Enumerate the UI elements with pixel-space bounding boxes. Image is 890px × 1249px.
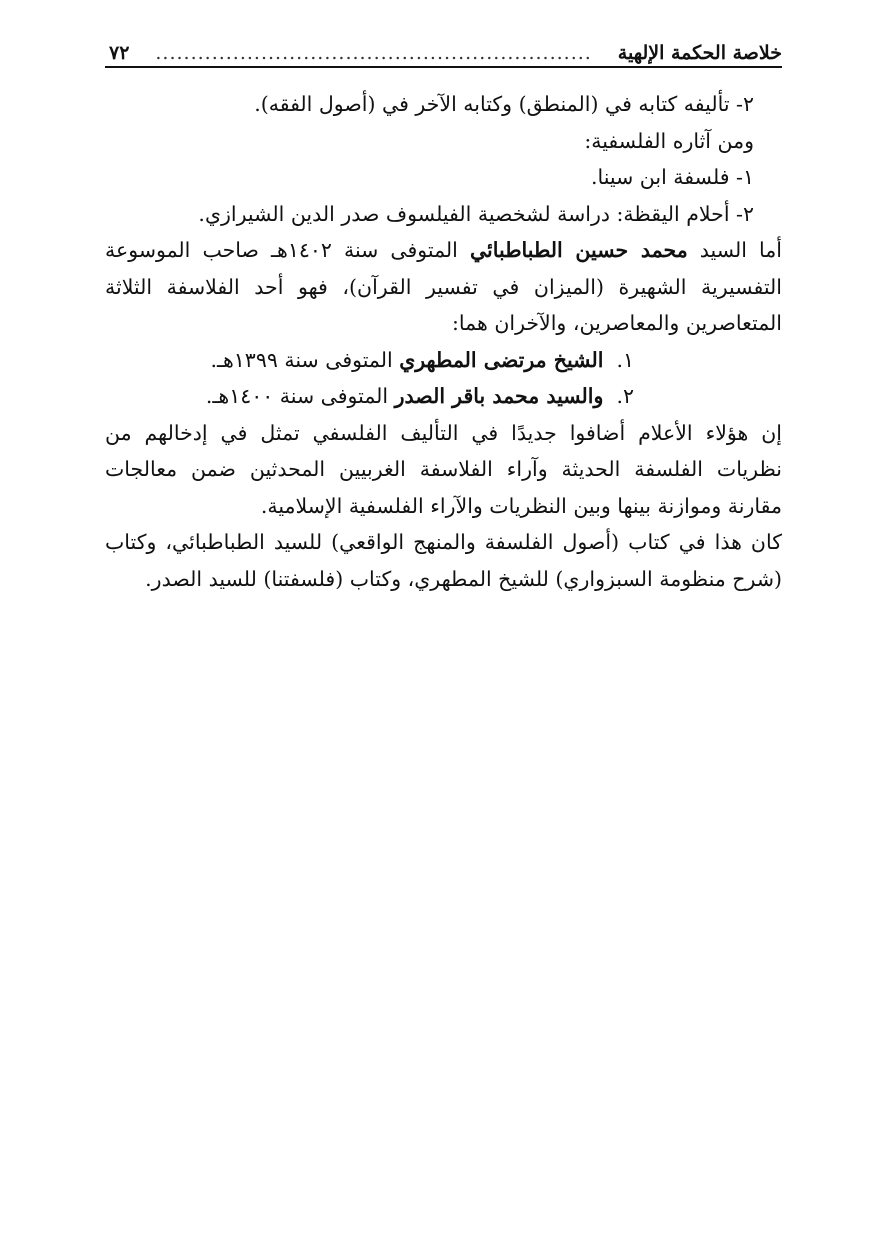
philosophical-works-intro: ومن آثاره الفلسفية:	[584, 128, 754, 153]
running-header	[105, 32, 782, 68]
header-leader-dots: ..............................................................	[155, 42, 592, 64]
book-page	[105, 32, 782, 597]
sadr-name: والسيد محمد باقر الصدر	[394, 384, 604, 408]
numbered-item-sadr	[105, 378, 782, 415]
philosophical-work-2: ٢- أحلام اليقظة: دراسة لشخصية الفيلسوف صدر الدين الشيرازي.	[198, 201, 754, 226]
motahhari-name: الشيخ مرتضى المطهري	[399, 347, 604, 372]
philosophical-work-1: ١- فلسفة ابن سينا.	[590, 165, 754, 189]
list-item-logic-book: ٢- تأليفه كتابه في (المنطق) وكتابه الآخر في (أصول الفقه).	[254, 92, 754, 116]
numbered-item-number: ٢.	[616, 384, 634, 408]
tabatabai-name: محمد حسين الطباطبائي	[469, 238, 688, 262]
page-body	[105, 86, 782, 597]
numbered-item-motahhari	[105, 342, 782, 379]
page-number: ٧٢	[109, 42, 130, 64]
sadr-death-year: المتوفى سنة ١٤٠٠هـ.	[205, 384, 395, 408]
paragraph-tabatabai	[105, 232, 782, 342]
paragraph-contribution: إن هؤلاء الأعلام أضافوا جديدًا في التأليف الفلسفي تمثل في إدخالهم من نظريات الفلسفة الحديثة وآراء الفلاسفة الغربيين المحدثين ضمن معالجات مقارنة وموازنة بينها وبين النظريات والآراء الفلسفية الإسلامية.	[105, 420, 782, 518]
numbered-item-number: ١.	[616, 347, 634, 372]
book-title: خلاصة الحكمة الإلهية	[617, 42, 782, 64]
motahhari-death-year: المتوفى سنة ١٣٩٩هـ.	[210, 347, 400, 372]
tabatabai-intro-text: أما السيد	[687, 238, 782, 262]
paragraph-books: كان هذا في كتاب (أصول الفلسفة والمنهج الواقعي) للسيد الطباطبائي، وكتاب (شرح منظومة السبزواري) للشيخ المطهري، وكتاب (فلسفتنا) للسيد الصدر.	[105, 530, 782, 591]
tabatabai-description: المتوفى سنة ١٤٠٢هـ صاحب الموسوعة التفسيرية الشهيرة (الميزان في تفسير القرآن)، فهو أحد الفلاسفة الثلاثة المتعاصرين والمعاصرين، والآخران هما:	[105, 238, 782, 335]
